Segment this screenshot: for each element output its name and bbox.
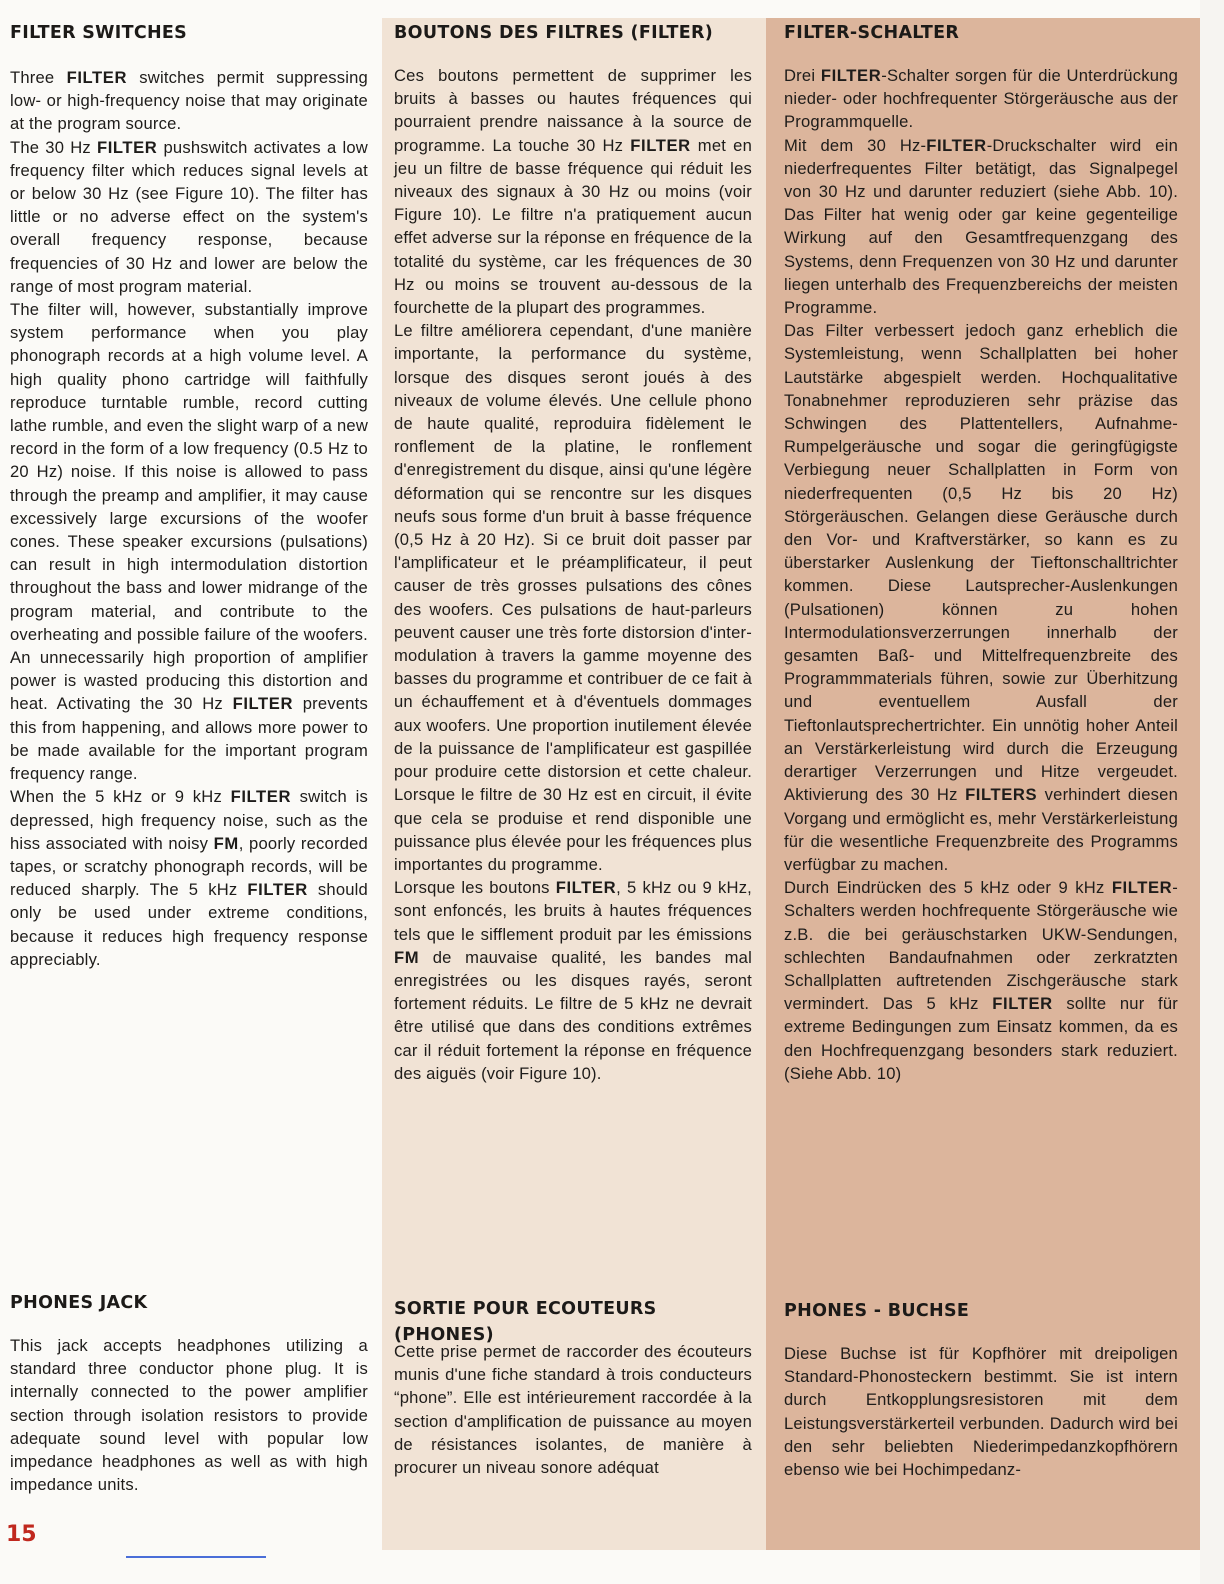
bold-term: FILTER [630,135,691,155]
text-run: Three [10,68,67,87]
section-heading: BOUTONS DES FILTRES (FILTER) [394,23,714,43]
paragraph [394,64,752,319]
text-run: sollte nur für extreme Bedingungen zum Einsatz kommen, da es den Hochfrequenzgang besonders stark reduziert. (Siehe Abb. 10) [784,994,1178,1083]
section-heading: SORTIE POUR ECOUTEURS (PHONES) [394,1299,657,1345]
bold-term: FILTER [66,68,128,87]
page-number: 15 [6,1522,37,1547]
text-run: Ces boutons permettent de supprimer les bruits à basses ou hautes fréquences qui pourraient prendre naissance à la source de programme. La touche 30 Hz [394,66,752,155]
paragraph [10,298,368,785]
bold-term: FILTER [96,137,158,157]
text-run: -Schalter sorgen für die Unterdrückung nieder- oder hochfrequenter Störgeräusche aus der Programmquelle. [784,66,1178,132]
bold-term: FILTER [232,694,294,714]
section-body [394,64,752,1085]
text-run: prevents this from happening, and allows more power to be made available for the important program frequency range. [10,694,368,784]
bold-term: FILTER [555,878,617,898]
text-run: Drei [784,66,821,85]
paragraph [784,319,1178,876]
filter-switches-section [10,20,368,971]
bold-term: FILTER [992,994,1053,1014]
filter-switches-section [394,20,752,1085]
paragraph [10,66,368,136]
paragraph [10,1334,368,1496]
paragraph [784,64,1178,134]
filter-switches-section [784,20,1178,1085]
text-run: verhindert diesen Vorgang und ermöglicht es, mehr Verstärkerleistung für die wesentliche Frequenzbreite des Programms verfügbar zu machen. [784,785,1178,874]
section-body [10,66,368,971]
text-run: met en jeu un filtre de basse fréquence qui réduit les niveaux des signaux à 30 Hz ou moins (voir Figure 10). Le filtre n'a pratiquement aucun effet adverse sur la réponse en fréquence de la totalité du système, car les fréquences de 30 Hz ou moins se trouvent au-dessous de la fourchette de la plupart des programmes. [394,135,752,318]
text-run: The filter will, however, substantially improve system performance when you play phonograph records at a high volume level. A high quality phono cartridge will faithfully reproduce turntable rumble, record cutting lathe rumble, and even the slight warp of a new record in the form of a low frequency (0.5 Hz to 20 Hz) noise. If this noise is allowed to pass through the preamp and amplifier, it may cause excessively large excursions of the woofer cones. These speaker excursions (pulsations) can result in high intermodulation distortion throughout the bass and lower midrange of the program material, and contribute to the overheating and possible failure of the woofers. An unnecessarily high proportion of amplifier power is wasted producing this distortion and heat. Activating the 30 Hz [10,300,368,714]
section-heading: PHONES JACK [10,1293,148,1313]
text-run: When the 5 kHz or 9 kHz [10,787,231,807]
french-column [382,18,766,1550]
paragraph [394,1340,752,1479]
bold-term: FM [394,947,420,967]
paragraph [784,876,1178,1085]
text-run: Diese Buchse ist für Kopfhörer mit dreipoligen Standard-Phonosteckern bestimmt. Sie ist intern durch Entkopplungsresistoren mit dem Leistungsverstärkerteil verbunden. Dadurch wird bei den sehr beliebten Niederimpedanzkopfhörern ebenso wie bei Hochimpedanz- [784,1344,1178,1480]
bold-term: FILTER [926,135,987,155]
bold-term: FILTERS [965,785,1038,805]
text-run: , 5 kHz ou 9 kHz, sont enfoncés, les bruits à hautes fréquences tels que le sifflement produit par les émissions [394,878,752,944]
text-run: pushswitch activates a low frequency filter which reduces signal levels at or below 30 Hz (see Figure 10). The filter has little or no adverse effect on the system's overall frequency response, because frequencies of 30 Hz and lower are below the range of most program material. [10,137,368,296]
paragraph [394,876,752,1085]
paragraph [394,319,752,876]
section-heading: FILTER SWITCHES [10,23,188,43]
paragraph [10,136,368,298]
bold-term: FM [213,833,239,853]
text-run: Lorsque les boutons [394,878,556,898]
text-run: Durch Eindrücken des 5 kHz oder 9 kHz [784,878,1112,898]
bold-term: FILTER [230,787,292,807]
text-run: Mit dem 30 Hz- [784,135,927,155]
text-run: should only be used under extreme conditions, because it reduces high frequency response appreciably. [10,880,368,969]
page-edge [1200,0,1224,1584]
section-body [784,1342,1178,1481]
german-column [766,18,1200,1550]
phones-jack-section [394,1296,752,1479]
paragraph [784,1342,1178,1481]
text-run: -Schalters werden hochfrequente Störgeräusche wie z.B. die bei geräuschstarken UKW-Sendungen, schlechten Bandaufnahmen oder zerkratzten Schallplatten auftretenden Zischgeräusche stark vermindert. Das 5 kHz [784,878,1178,1014]
text-run: , poorly recorded tapes, or scratchy phonograph records, will be reduced sharply. The 5 kHz [10,833,368,900]
paragraph [784,134,1178,320]
section-heading: FILTER-SCHALTER [784,23,960,43]
text-run: The 30 Hz [10,137,97,157]
text-run: Le filtre améliorera cependant, d'une manière importante, la performance du système, lorsque des disques seront joués à des niveaux de volume élevés. Une cellule phono de haute qualité, reproduira fidèlement le ronflement de la platine, le ronflement d'enregistrement du disque, ainsi qu'une légère déformation qui se rencontre sur les disques neufs sous forme d'un bruit à basse fréquence (0,5 Hz à 20 Hz). Si ce bruit doit passer par l'amplificateur et le préamplificateur, il peut causer de très grosses pulsations des cônes des woofers. Ces pulsations de haut-parleurs peuvent causer une très forte distorsion d'inter-modulation à travers la gamme moyenne des basses du programme et contribuer de ce fait à un échauffement et à d'éventuels dommages aux woofers. Une proportion inutilement élevée de la puissance de l'amplificateur est gaspillée pour produire cette distorsion et cette chaleur. Lorsque le filtre de 30 Hz est en circuit, il évite que cela se produise et rend disponible une puissance plus élevée pour les fréquences plus importantes du programme. [394,321,752,874]
english-column [0,0,382,1495]
phones-jack-section [784,1298,1178,1481]
text-run: This jack accepts headphones utilizing a standard three conductor phone plug. It is internally connected to the power amplifier section through isolation resistors to provide adequate sound level with popular low impedance headphones as well as with high impedance units. [10,1336,368,1495]
phones-jack-section [10,1290,368,1496]
paragraph [10,785,368,971]
bold-term: FILTER [247,880,308,900]
bold-term: FILTER [1111,878,1173,898]
section-heading: PHONES - BUCHSE [784,1301,970,1321]
section-body [394,1340,752,1479]
section-body [10,1334,368,1496]
text-run: Das Filter verbessert jedoch ganz erheblich die Systemleistung, wenn Schallplatten bei hoher Lautstärke abgespielt werden. Hochqualitative Tonabnehmer reproduzieren sehr präzise das Schwingen des Plattentellers, Aufnahme-Rumpelgeräusche und sogar die geringfügigste Verbiegung neuer Schallplatten in Form von niederfrequenten (0,5 Hz bis 20 Hz) Störgeräuschen. Gelangen diese Geräusche durch den Vor- und Kraftverstärker, so kann es zu überstarker Auslenkung der Tieftonschalltrichter kommen. Diese Lautsprecher-Auslenkungen (Pulsationen) können zu hohen Intermodulationsverzerrungen innerhalb der gesamten Baß- und Mittelfrequenzbreite des Programmmaterials führen, sowie zur Überhitzung und eventuellem Ausfall der Tieftonlautsprechertrichter. Ein unnötig hoher Anteil an Verstärkerleistung wird durch die Erzeugung derartiger Verzerrungen und Hitze vergeudet. Aktivierung des 30 Hz [784,321,1178,805]
bold-term: FILTER [820,66,882,85]
text-run: de mauvaise qualité, les bandes mal enregistrées ou les disques rayés, seront fortement réduits. Le filtre de 5 kHz ne devrait être utilisé que dans des conditions extrêmes car il réduit fortement la réponse en fréquence des aiguës (voir Figure 10). [394,947,752,1083]
text-run: Cette prise permet de raccorder des écouteurs munis d'une fiche standard à trois conducteurs “phone”. Elle est intérieurement raccordée à la section d'amplification de puissance au moyen de résistances isolantes, de manière à procurer un niveau sonore adéquat [394,1342,752,1478]
text-run: switch is depressed, high frequency noise, such as the hiss associated with noisy [10,787,368,853]
text-run: -Druckschalter wird ein niederfrequentes Filter betätigt, das Signalpegel von 30 Hz und darunter reduziert (siehe Abb. 10). Das Filter hat wenig oder gar keine gegenteilige Wirkung auf den Gesamtfrequenzgang des Systems, denn Frequenzen von 30 Hz und darunter liegen unterhalb des Frequenzbereichs der meisten Programme. [784,135,1178,318]
section-body [784,64,1178,1085]
divider [126,1556,266,1558]
text-run: switches permit suppressing low- or high-frequency noise that may originate at the program source. [10,68,368,134]
